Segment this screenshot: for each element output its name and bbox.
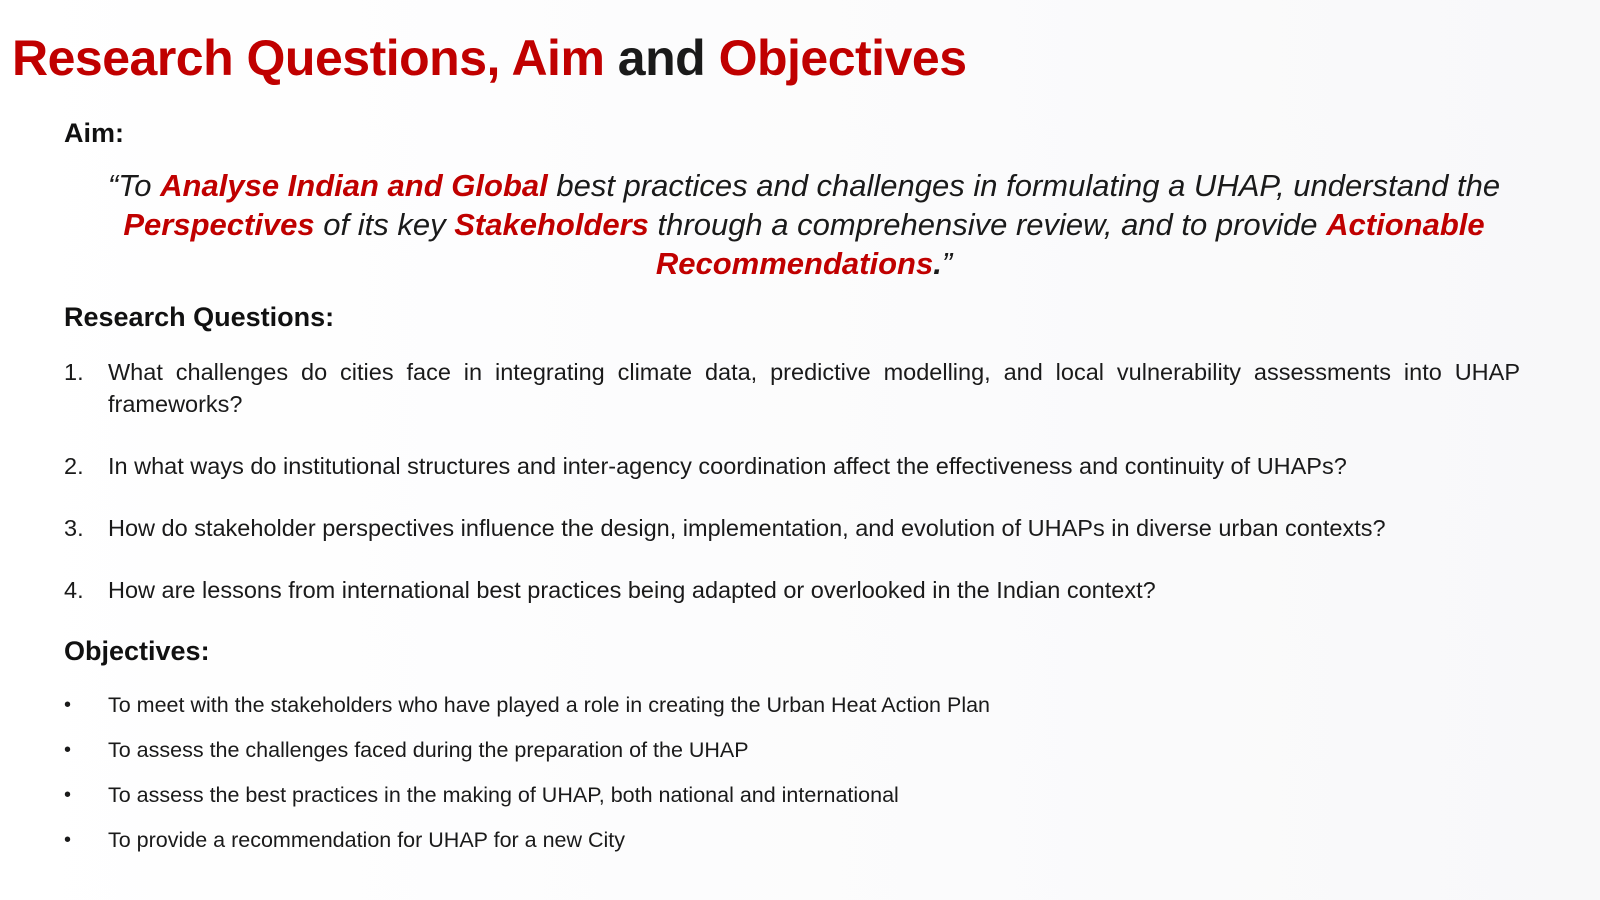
aim-highlight-analyse: Analyse Indian and Global — [160, 168, 548, 203]
bullet-icon: • — [64, 784, 72, 806]
bullet-icon: • — [64, 739, 72, 761]
aim-text-2: of its key — [314, 207, 455, 242]
question-text: In what ways do institutional structures and inter-agency coordination affect the effectiveness and continuity of UHAPs? — [108, 453, 1347, 479]
title-part-dark: and — [604, 30, 719, 86]
aim-open: “To — [107, 168, 161, 203]
objectives-heading: Objectives: — [64, 636, 210, 666]
research-question-item — [64, 450, 1520, 482]
aim-close-quote: ” — [941, 246, 953, 281]
research-questions-list — [64, 356, 1520, 606]
aim-highlight-stakeholders: Stakeholders — [454, 207, 649, 242]
bullet-icon: • — [64, 694, 72, 716]
title-part-red-2: Objectives — [718, 30, 967, 86]
page-title — [12, 28, 967, 88]
objectives-list — [64, 690, 1464, 870]
objective-item — [64, 825, 1464, 855]
objective-item — [64, 780, 1464, 810]
aim-statement — [64, 166, 1544, 283]
objective-text: To assess the challenges faced during the preparation of the UHAP — [108, 738, 749, 762]
aim-close-dot: . — [933, 246, 942, 281]
aim-text-1: best practices and challenges in formulating a UHAP, understand the — [547, 168, 1501, 203]
question-text: How are lessons from international best practices being adapted or overlooked in the Indian context? — [108, 577, 1156, 603]
research-questions-heading: Research Questions: — [64, 302, 335, 332]
research-question-item — [64, 574, 1520, 606]
objective-text: To meet with the stakeholders who have played a role in creating the Urban Heat Action Plan — [108, 693, 991, 717]
question-number: 3. — [64, 515, 84, 541]
research-question-item — [64, 356, 1520, 420]
objective-text: To assess the best practices in the making of UHAP, both national and international — [108, 783, 899, 807]
research-question-item — [64, 512, 1520, 544]
question-number: 4. — [64, 577, 84, 603]
question-number: 2. — [64, 453, 84, 479]
bullet-icon: • — [64, 829, 72, 851]
aim-highlight-recommendations: Actionable Recommendations — [655, 207, 1485, 281]
objective-item — [64, 690, 1464, 720]
aim-highlight-perspectives: Perspectives — [123, 207, 315, 242]
aim-text-3: through a comprehensive review, and to provide — [648, 207, 1327, 242]
objective-item — [64, 735, 1464, 765]
objective-text: To provide a recommendation for UHAP for a new City — [108, 828, 626, 852]
question-text: What challenges do cities face in integrating climate data, predictive modelling, and local vulnerability assessments into UHAP frameworks? — [108, 359, 1520, 417]
aim-heading: Aim: — [64, 118, 124, 148]
question-number: 1. — [64, 359, 84, 385]
question-text: How do stakeholder perspectives influence the design, implementation, and evolution of UHAPs in diverse urban contexts? — [108, 515, 1386, 541]
title-part-red-1: Research Questions, Aim — [12, 30, 605, 86]
